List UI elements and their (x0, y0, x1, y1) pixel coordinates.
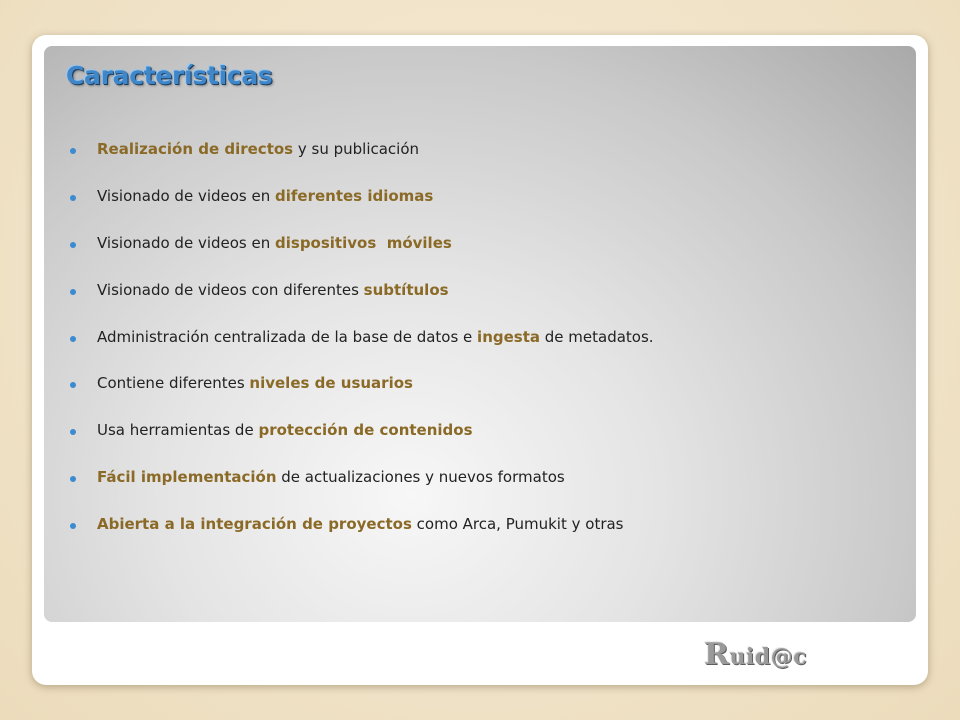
bullet-plain: Visionado de videos con diferentes (97, 280, 364, 299)
bullet-text (97, 234, 452, 252)
bullet-highlight: dispositivos móviles (275, 233, 452, 252)
bullet-item (70, 234, 654, 281)
bullet-dot-icon (70, 336, 76, 342)
bullet-text (97, 140, 419, 158)
bullet-plain: de actualizaciones y nuevos formatos (276, 468, 565, 487)
bullet-item (70, 281, 654, 328)
logo-initial: R (704, 637, 730, 672)
bullet-item (70, 421, 654, 468)
feature-list (70, 140, 654, 562)
bullet-dot-icon (70, 523, 76, 529)
bullet-dot-icon (70, 195, 76, 201)
ruidac-logo (704, 637, 807, 672)
bullet-highlight: protección de contenidos (258, 421, 473, 440)
bullet-item (70, 468, 654, 515)
bullet-text (97, 468, 565, 486)
bullet-dot-icon (70, 476, 76, 482)
bullet-text (97, 328, 654, 346)
bullet-plain: de metadatos. (540, 327, 654, 346)
bullet-text (97, 421, 473, 439)
bullet-plain: Contiene diferentes (97, 374, 250, 393)
bullet-item (70, 140, 654, 187)
slide-title: Características (66, 61, 273, 90)
bullet-highlight: subtítulos (363, 280, 449, 299)
bullet-plain: y su publicación (293, 140, 420, 158)
bullet-item (70, 374, 654, 421)
bullet-highlight: niveles de usuarios (249, 374, 413, 393)
bullet-text (97, 187, 433, 205)
bullet-highlight: ingesta (477, 327, 540, 346)
bullet-item (70, 187, 654, 234)
bullet-highlight: Realización de directos (97, 140, 294, 158)
bullet-dot-icon (70, 289, 76, 295)
bullet-plain: Administración centralizada de la base de datos e (97, 327, 478, 346)
bullet-plain: Visionado de videos en (97, 186, 276, 205)
bullet-item (70, 515, 654, 562)
bullet-plain: Usa herramientas de (97, 421, 259, 440)
logo-rest: uid@c (729, 644, 808, 670)
bullet-dot-icon (70, 148, 76, 154)
bullet-text (97, 515, 624, 533)
bullet-text (97, 281, 449, 299)
bullet-dot-icon (70, 382, 76, 388)
bullet-highlight: Fácil implementación (97, 468, 277, 487)
bullet-dot-icon (70, 242, 76, 248)
bullet-item (70, 328, 654, 375)
bullet-highlight: Abierta a la integración de proyectos (97, 515, 412, 534)
bullet-plain: como Arca, Pumukit y otras (411, 515, 624, 534)
bullet-text (97, 374, 413, 392)
bullet-plain: Visionado de videos en (97, 233, 276, 252)
bullet-dot-icon (70, 429, 76, 435)
bullet-highlight: diferentes idiomas (275, 186, 434, 205)
